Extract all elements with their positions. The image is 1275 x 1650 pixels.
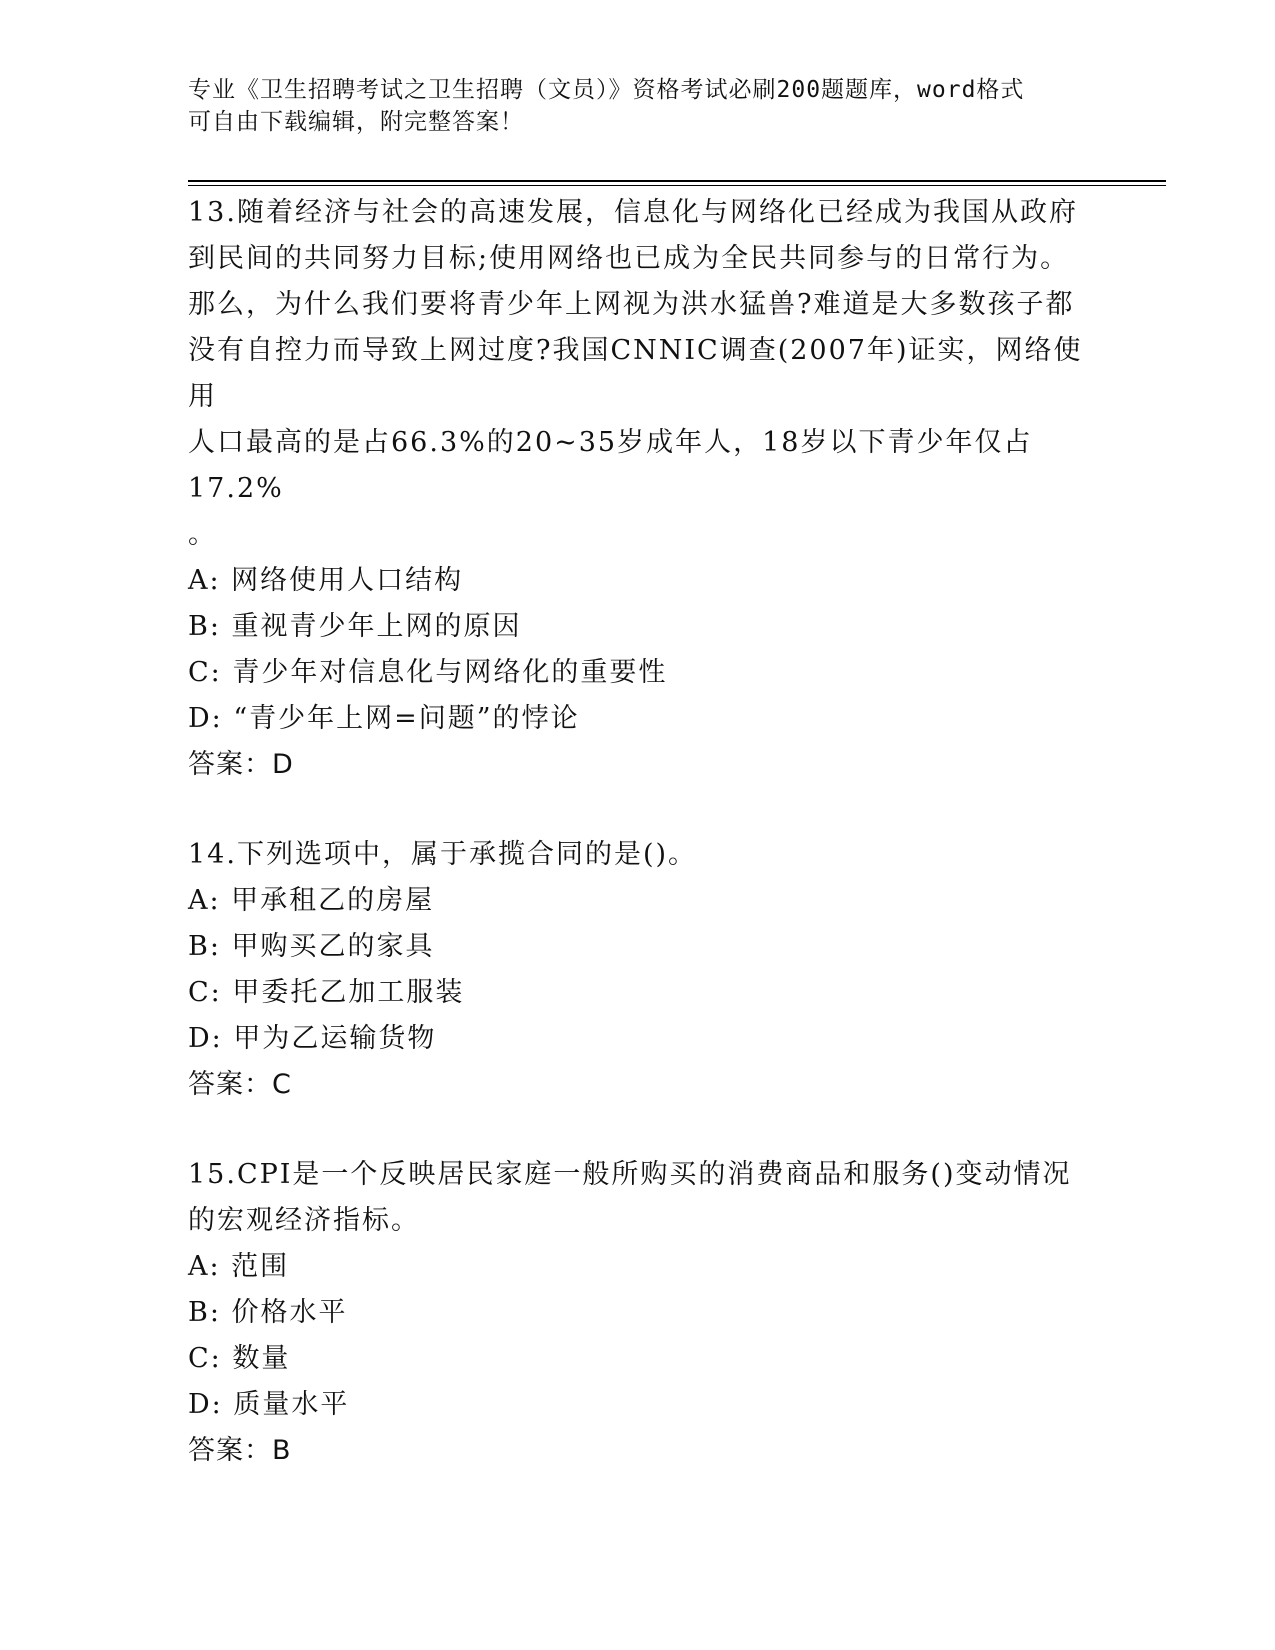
document-header xyxy=(188,74,1088,138)
question-stem xyxy=(188,832,1088,878)
stem-line: 14.下列选项中，属于承揽合同的是()。 xyxy=(188,839,698,870)
option-c: C: 青少年对信息化与网络化的重要性 xyxy=(188,657,668,688)
option-d: D: “青少年上网=问题”的悖论 xyxy=(188,703,580,734)
option-b: B: 甲购买乙的家具 xyxy=(188,931,435,962)
option-b: B: 重视青少年上网的原因 xyxy=(188,611,522,642)
header-line-2: 可自由下载编辑，附完整答案！ xyxy=(188,109,524,135)
answer-label: 答案：B xyxy=(188,1435,292,1466)
question-list xyxy=(188,190,1088,1474)
option-d: D: 质量水平 xyxy=(188,1389,350,1420)
question-gap xyxy=(188,1108,1088,1152)
answer-label: 答案：D xyxy=(188,749,294,780)
option-a: A: 甲承租乙的房屋 xyxy=(188,885,435,916)
stem-line: 13.随着经济与社会的高速发展，信息化与网络化已经成为我国从政府 xyxy=(188,197,1078,228)
answer-label: 答案：C xyxy=(188,1069,292,1100)
question-13 xyxy=(188,190,1088,788)
question-14 xyxy=(188,832,1088,1108)
stem-line: 15.CPI是一个反映居民家庭一般所购买的消费商品和服务()变动情况 xyxy=(188,1159,1072,1190)
option-c: C: 甲委托乙加工服装 xyxy=(188,977,465,1008)
stem-line: 没有自控力而导致上网过度?我国CNNIC调查(2007年)证实，网络使用 xyxy=(188,335,1083,412)
question-stem xyxy=(188,190,1088,558)
option-a: A: 范围 xyxy=(188,1251,290,1282)
option-b: B: 价格水平 xyxy=(188,1297,348,1328)
header-line-1: 专业《卫生招聘考试之卫生招聘（文员）》资格考试必刷200题题库，word格式 xyxy=(188,77,1025,103)
question-gap xyxy=(188,788,1088,832)
option-a: A: 网络使用人口结构 xyxy=(188,565,464,596)
stem-line: 人口最高的是占66.3%的20~35岁成年人，18岁以下青少年仅占17.2% xyxy=(188,427,1033,504)
option-c: C: 数量 xyxy=(188,1343,291,1374)
stem-line: 到民间的共同努力目标;使用网络也已成为全民共同参与的日常行为。 xyxy=(188,243,1070,274)
question-15 xyxy=(188,1152,1088,1474)
option-d: D: 甲为乙运输货物 xyxy=(188,1023,437,1054)
stem-line: 那么，为什么我们要将青少年上网视为洪水猛兽?难道是大多数孩子都 xyxy=(188,289,1075,320)
stem-line: 。 xyxy=(188,519,217,550)
question-stem xyxy=(188,1152,1088,1244)
stem-line: 的宏观经济指标。 xyxy=(188,1205,420,1236)
header-divider xyxy=(188,180,1166,186)
